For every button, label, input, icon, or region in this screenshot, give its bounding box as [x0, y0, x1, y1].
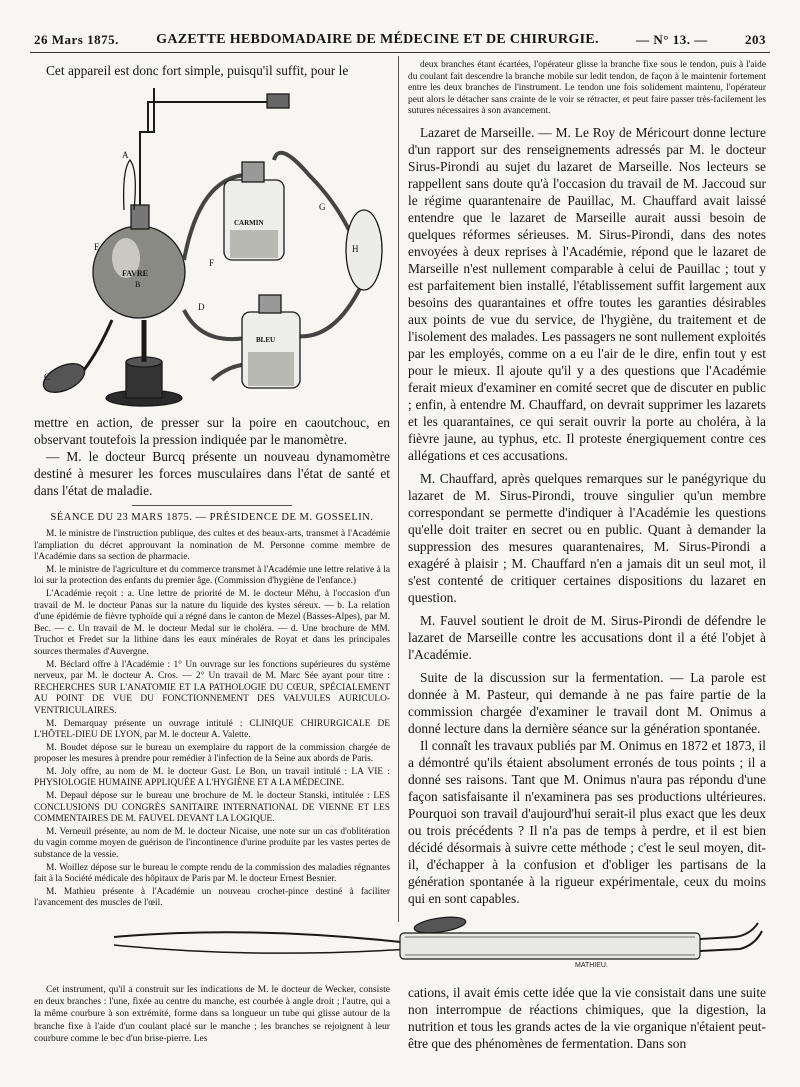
right-bottom-paragraph: cations, il avait émis cette idée que la vie consistait dans une suite non interrompue de réactions chimiques, que la digestion, la nutrition et tous les grands actes de la vie organique n'étaient peut-être que des phénomènes de fermentation. Dans son	[408, 985, 766, 1051]
left-paragraph-1: Cet appareil est donc fort simple, puisqu'il suffit, pour le	[46, 63, 349, 78]
seance-item-9: M. Verneuil présente, au nom de M. le docteur Nicaise, une note sur un cas d'oblitération du vagin comme moyen de guérison de l'incontinence d'urine produite par les vastes pertes de substance de la vessie.	[34, 826, 390, 861]
label-a: A	[122, 150, 129, 160]
left-intro	[34, 62, 390, 79]
left-paragraph-3: — M. le docteur Burcq présente un nouveau dynamomètre destiné à mesurer les forces musculaires dans l'état de santé et dans l'état de maladie.	[34, 449, 390, 498]
label-h: H	[352, 244, 359, 254]
seance-item-11: M. Mathieu présente à l'Académie un nouveau crochet-pince destiné à faciliter l'avancement des muscles de l'œil.	[34, 886, 390, 909]
separator	[132, 505, 292, 506]
right-bottom-block	[408, 984, 766, 1052]
label-g: G	[319, 202, 326, 212]
label-e: E	[94, 242, 100, 252]
seance-heading: SÉANCE DU 23 MARS 1875. — PRÉSIDENCE DE M. GOSSELIN.	[50, 512, 374, 523]
header-title: GAZETTE HEBDOMADAIRE DE MÉDECINE ET DE CHIRURGIE.	[156, 32, 599, 47]
instrument-label: MATHIEU.	[575, 962, 608, 969]
header-page: 203	[744, 32, 766, 47]
seance-item-7: M. Joly offre, au nom de M. le docteur Gust. Le Bon, un travail intitulé : LA VIE : PHYSIOLOGIE HUMAINE APPLIQUÉE A L'HYGIÈNE ET A LA MÉDECINE.	[34, 766, 390, 789]
label-carmin: CARMIN	[234, 219, 264, 227]
label-favre: FAVRE	[122, 269, 148, 278]
left-column	[34, 414, 390, 911]
header-number: — N° 13. —	[636, 32, 708, 47]
seance-item-10: M. Woillez dépose sur le bureau le compte rendu de la commission des maladies régnantes fait à la Société médicale des hôpitaux de Paris par M. le docteur Ernest Besnier.	[34, 862, 390, 885]
column-rule	[398, 56, 399, 922]
label-bleu: BLEU	[256, 336, 276, 344]
right-continuation: deux branches étant écartées, l'opérateur glisse la branche fixe sous le tendon, puis à l'aide du coulant fait descendre la branche mobile sur ledit tendon, de façon à le maintenir fortement entre les deux branches de l'instrument. Le tendon une fois solidement maintenu, l'opérateur peut alors le détacher sans crainte de le voir se rétracter, et peut faire passer très-facilement les sutures nécessaires à son avancement.	[408, 60, 766, 117]
left-paragraph-2: mettre en action, de presser sur la poire en caoutchouc, en observant toutefois la pression indiquée par le manomètre.	[34, 415, 390, 447]
seance-item-1: M. le ministre de l'instruction publique, des cultes et des beaux-arts, transmet à l'Académie l'ampliation du décret approuvant la nomination de M. Personne comme membre de l'Académie dans sa section de pharmacie.	[34, 529, 390, 563]
right-column	[408, 60, 766, 915]
seance-item-4: M. Béclard offre à l'Académie : 1° Un ouvrage sur les fonctions supérieures du système nerveux, par M. le docteur A. Cros. — 2° Un travail de M. Marc Sée ayant pour titre : RECHERCHES SUR L'ANATOMIE ET LA PATHOLOGIE DU CŒUR, SPÉCIALEMENT AU POINT DE VUE DU FONCTIONNEMENT DES VALVULES AURICULO-VENTRICULAIRES.	[34, 659, 390, 716]
running-header	[34, 30, 766, 50]
right-paragraph-fauvel: M. Fauvel soutient le droit de M. Sirus-Pirondi de défendre le lazaret de Marseille contre les accusations dont il a été l'objet à l'Académie.	[408, 612, 766, 662]
label-f: F	[209, 258, 215, 268]
label-d: D	[198, 302, 205, 312]
label-c: C	[44, 372, 51, 382]
crochet-pince-illustration	[110, 915, 766, 977]
right-paragraph-chauffard: M. Chauffard, après quelques remarques sur le panégyrique du lazaret de M. Sirus-Pirondi, trouve singulier qu'un membre correspondant se permette d'indiquer à l'Académie les questions qu'elle doit traiter en secret ou en public. Quant à demander la suppression des mesures quarantenaires, M. Sirus-Pirondi a exagéré à plaisir ; M. Chauffard n'en a jamais dit un seul mot, il s'est contenté de critiquer certaines dispositions du lazaret en question.	[408, 470, 766, 605]
apparatus-illustration	[34, 80, 390, 410]
right-paragraph-lazaret: Lazaret de Marseille. — M. Le Roy de Méricourt donne lecture d'un rapport sur des renseignements adressés par M. le docteur Sirus-Pirondi au sujet du lazaret de Marseille. Nos lecteurs se rappellent sans doute qu'à l'occasion du travail de M. Jaccoud sur le régime quarantenaire de Pauillac, M. Chauffard avait laissé entendre que le lazaret de Marseille aurait aussi besoin de quelques réformes sérieuses. M. Sirus-Pirondi, dans des notes envoyées à deux reprises à l'Académie, répond que le lazaret de Marseille n'est nullement comparable à celui de Pauillac ; tout y est parfaitement bien installé, l'établissement suffit largement aux besoins des quarantaines et offre toutes les garanties désirables aux points de vue du service, de l'hygiène, du traitement et de l'isolement des malades. Les passagers ne sont nullement exploités par les employés, comme on a eu l'air de le dire, enfin tout y est pour le mieux. Il ajoute qu'il y a des questions que l'Académie ferait mieux d'examiner en comité secret que de discuter en public ; enfin, à entendre M. Chauffard, on devrait supprimer les lazarets et les quarantaines, ce qui serait ouvrir la porte au choléra, à la fièvre jaune, au typhus, etc. Il proteste énergiquement contre ces allégations et ces accusations.	[408, 124, 766, 463]
right-paragraph-fermentation: Suite de la discussion sur la fermentation. — La parole est donnée à M. Pasteur, qui demande à ne pas faire partie de la commission chargée d'examiner le travail dont M. Onimus a donné lecture dans la dernière séance sur la génération spontanée.	[408, 669, 766, 736]
seance-item-8: M. Depaul dépose sur le bureau une brochure de M. le docteur Stanski, intitulée : LES CONCLUSIONS DU CONGRÈS SANITAIRE INTERNATIONAL DE VIENNE ET LES COMMENTAIRES DE M. FAUVEL DEVANT LA LOGIQUE.	[34, 791, 390, 825]
seance-item-3: L'Académie reçoit : a. Une lettre de priorité de M. le docteur Méhu, à l'occasion d'un travail de M. le docteur Panas sur la nature du liquide des kystes séreux. — b. La relation d'une épidémie de fièvre typhoïde qui a régné dans le canton de Mezel (Basses-Alpes), par M. Bec. — c. Un travail de M. le docteur Medal sur le choléra. — d. Une brochure de MM. Truchot et Fredet sur la lithine dans les eaux minérales de Royat et dans les principales sources thermales d'Auvergne.	[34, 588, 390, 657]
header-rule	[30, 52, 770, 53]
figure-caption-block	[34, 984, 390, 1045]
right-paragraph-onimus: Il connaît les travaux publiés par M. Onimus en 1872 et 1873, il a démontré qu'ils étaient absolument erronés de tous points ; il a donné ses raisons. Tant que M. Onimus n'aura pas répondu d'une façon satisfaisante il n'examinera pas ses productions ultérieures. Pourquoi son travail d'aujourd'hui serait-il plus exact que les deux ou trois précédents ? Il n'a pas de temps à perdre, et il est bien décidé désormais à suivre cette méthode ; c'est le seul moyen, dit-il, d'échapper à la confusion et d'obliger les partisans de la génération spontanée à la rigueur expérimentale, ceux du moins qui en sont capables.	[408, 737, 766, 906]
instrument-caption: Cet instrument, qu'il a construit sur les indications de M. le docteur de Wecker, consiste en deux branches : l'une, fixée au centre du manche, est courbée à angle droit ; l'autre, qui a la même courbure à son extrémité, forme dans sa longueur un tube qui glisse autour de la branche fixe à l'aide d'un coulant placé sur le manche ; les branches se rejoignent à leur courbure comme le bec d'un brise-pierre. Les	[34, 984, 390, 1044]
label-b: B	[135, 280, 141, 289]
seance-item-5: M. Demarquay présente un ouvrage intitulé : CLINIQUE CHIRURGICALE DE L'HÔTEL-DIEU DE LYON, par M. le docteur A. Valette.	[34, 718, 390, 741]
header-date: 26 Mars 1875.	[34, 32, 119, 47]
seance-item-2: M. le ministre de l'agriculture et du commerce transmet à l'Académie une lettre relative à la loi sur la protection des enfants du premier âge. (Commission d'hygiène de l'enfance.)	[34, 564, 390, 587]
seance-item-6: M. Boudet dépose sur le bureau un exemplaire du rapport de la commission chargée de proposer les mesures à prendre pour remédier à l'infection de la Seine aux abords de Paris.	[34, 742, 390, 765]
